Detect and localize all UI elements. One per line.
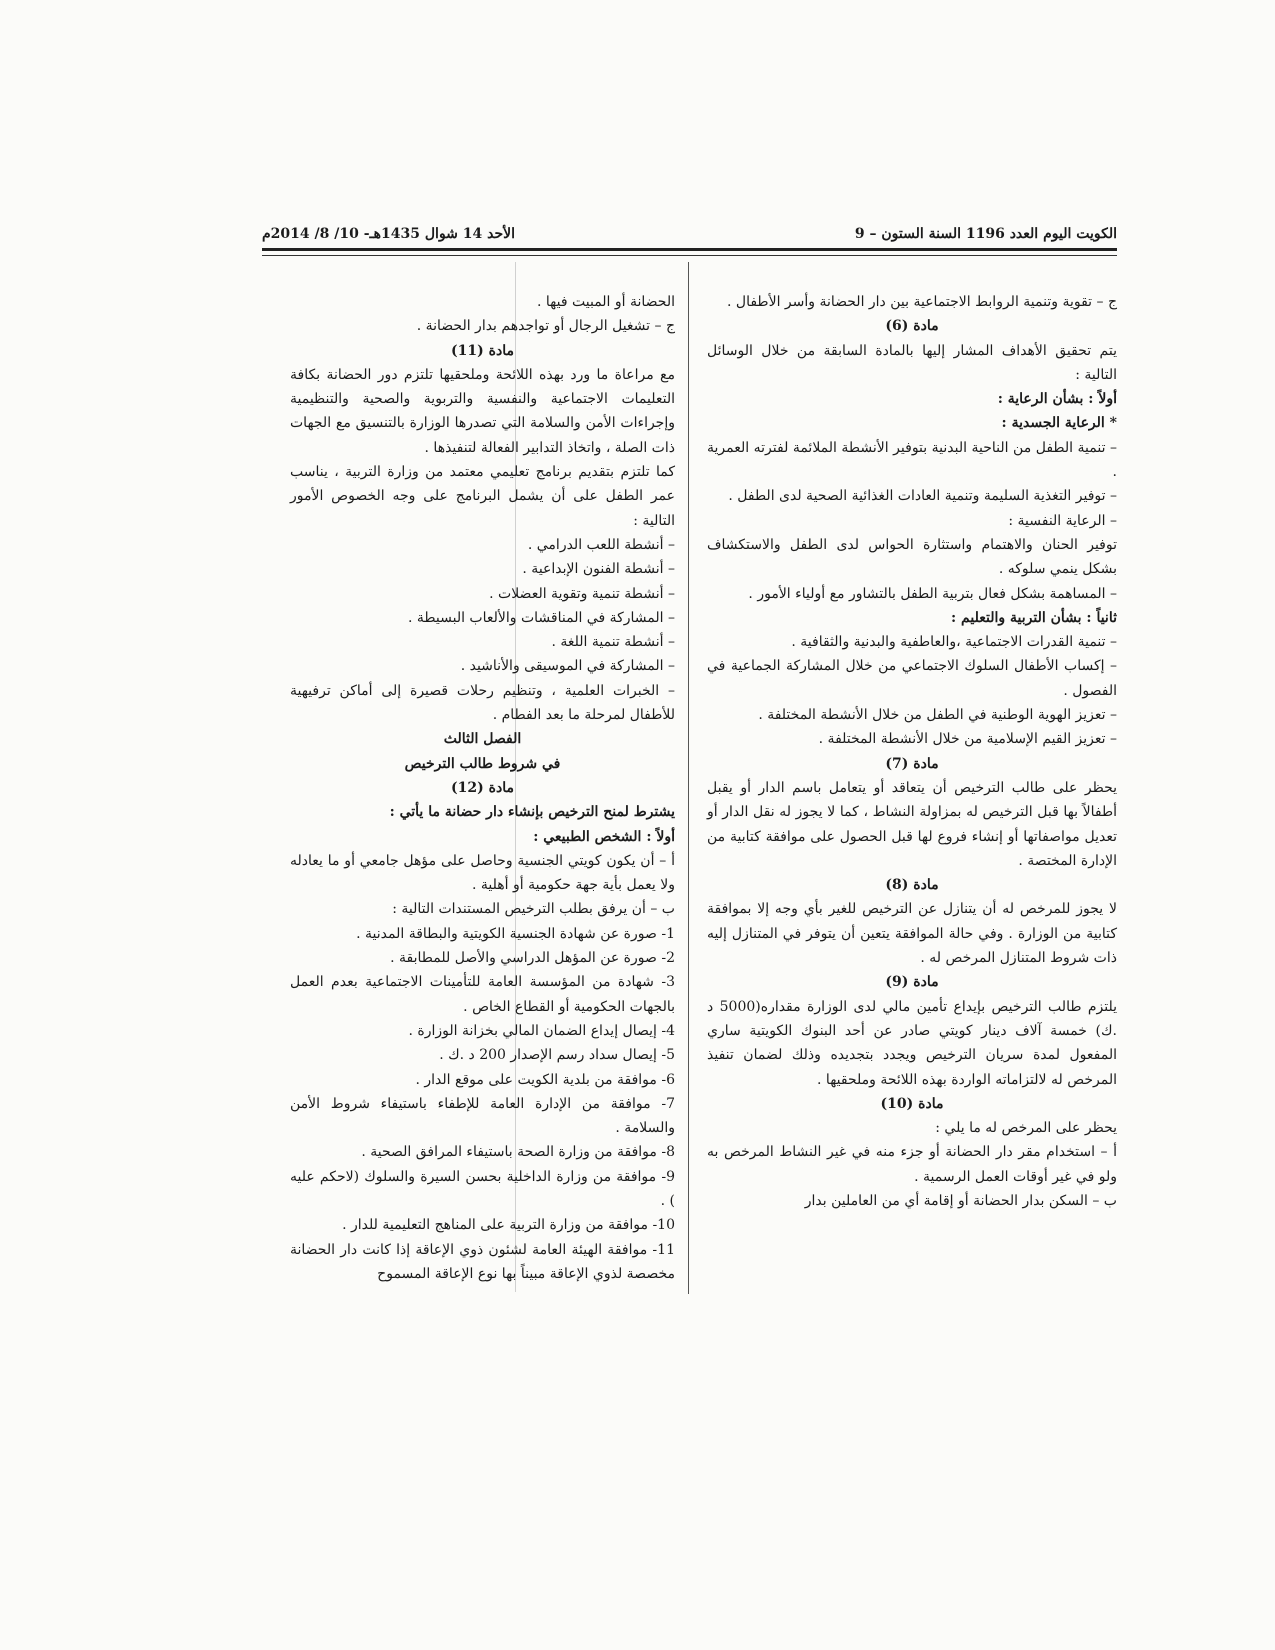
- paragraph: – المشاركة في المناقشات والألعاب البسيطة .: [408, 609, 675, 626]
- paragraph: 6- موافقة من بلدية الكويت على موقع الدار .: [415, 1071, 675, 1088]
- header-rule-thin: [262, 255, 1117, 256]
- right-column: [707, 290, 1117, 1213]
- paragraph: – أنشطة تنمية وتقوية العضلات .: [489, 585, 675, 602]
- paragraph: لا يجوز للمرخص له أن يتنازل عن الترخيص للغير بأي وجه إلا بموافقة كتابية من الوزارة . وفي حالة الموافقة يتعين أن يتوفر في المتنازل إليه ذات شروط المتنازل المرخص له .: [707, 901, 1117, 967]
- section-heading: مادة (9): [885, 974, 939, 991]
- section-heading: مادة (12): [451, 779, 514, 796]
- paragraph: – المشاركة في الموسيقى والأناشيد .: [460, 658, 675, 675]
- paragraph: 3- شهادة من المؤسسة العامة للتأمينات الاجتماعية بعدم العمل بالجهات الحكومية أو القطاع الخاص .: [290, 974, 675, 1015]
- paragraph: – أنشطة تنمية اللغة .: [551, 634, 675, 651]
- column-divider: [688, 262, 689, 1294]
- section-heading: في شروط طالب الترخيص: [404, 755, 561, 772]
- section-heading: مادة (11): [451, 342, 514, 359]
- paragraph: – أنشطة اللعب الدرامي .: [527, 536, 675, 553]
- section-heading: مادة (10): [880, 1095, 944, 1112]
- left-column: [290, 290, 675, 1286]
- paragraph: يتم تحقيق الأهداف المشار إليها بالمادة السابقة من خلال الوسائل التالية :: [707, 342, 1117, 383]
- paragraph: – تعزيز القيم الإسلامية من خلال الأنشطة المختلفة .: [818, 731, 1117, 748]
- paragraph: كما تلتزم بتقديم برنامج تعليمي معتمد من وزارة التربية ، يناسب عمر الطفل على أن يشمل البرنامج على وجه الخصوص الأمور التالية :: [290, 464, 675, 529]
- paragraph: ج – تشغيل الرجال أو تواجدهم بدار الحضانة .: [416, 318, 675, 335]
- bold-heading: يشترط لمنح الترخيص بإنشاء دار حضانة ما يأتي :: [389, 804, 675, 821]
- paragraph: – توفير التغذية السليمة وتنمية العادات الغذائية الصحية لدى الطفل .: [728, 488, 1117, 505]
- header-date: الأحد 14 شوال 1435هـ- 10/ 8/ 2014م: [262, 226, 516, 242]
- paragraph: – تنمية القدرات الاجتماعية ،والعاطفية والبدنية والثقافية .: [791, 634, 1117, 651]
- paragraph: 4- إيصال إيداع الضمان المالي بخزانة الوزارة .: [408, 1022, 675, 1039]
- paragraph: – الرعاية النفسية :: [1008, 512, 1117, 529]
- paragraph: – تنمية الطفل من الناحية البدنية بتوفير الأنشطة الملائمة لفترته العمرية .: [707, 439, 1117, 481]
- paragraph: 5- إيصال سداد رسم الإصدار 200 د .ك .: [439, 1047, 675, 1064]
- paragraph: 8- موافقة من وزارة الصحة باستيفاء المرافق الصحية .: [361, 1144, 675, 1161]
- paragraph: أ – أن يكون كويتي الجنسية وحاصل على مؤهل جامعي أو ما يعادله ولا يعمل بأية جهة حكومية أو أهلية .: [290, 852, 675, 894]
- bold-heading: أولاً : بشأن الرعاية :: [997, 391, 1117, 408]
- bold-heading: * الرعاية الجسدية :: [1001, 415, 1117, 432]
- paragraph: – المساهمة بشكل فعال بتربية الطفل بالتشاور مع أولياء الأمور .: [748, 585, 1117, 602]
- paragraph: يحظر على طالب الترخيص أن يتعاقد أو يتعامل باسم الدار أو يقبل أطفالاً بها قبل الترخيص له بمزاولة النشاط ، كما لا يجوز له نقل الدار أو تعديل مواصفاتها أو إنشاء فروع لها قبل الحصول على موافقة كتابية من الإدارة المختصة .: [707, 779, 1117, 869]
- section-heading: الفصل الثالث: [443, 731, 522, 748]
- paragraph: 7- موافقة من الإدارة العامة للإطفاء باستيفاء شروط الأمن والسلامة .: [290, 1095, 675, 1137]
- paragraph: 10- موافقة من وزارة التربية على المناهج التعليمية للدار .: [342, 1217, 675, 1234]
- paragraph: مع مراعاة ما ورد بهذه اللائحة وملحقيها تلتزم دور الحضانة بكافة التعليمات الاجتماعية والنفسية والتربوية والصحية والتنظيمية وإجراءات الأمن والسلامة التي تصدرها الوزارة بالتنسيق مع الجهات ذات الصلة ، واتخاذ التدابير الفعالة لتنفيذها .: [290, 366, 675, 456]
- section-heading: مادة (8): [885, 877, 939, 894]
- paragraph: ج – تقوية وتنمية الروابط الاجتماعية بين دار الحضانة وأسر الأطفال .: [727, 294, 1117, 310]
- paragraph: الحضانة أو المبيت فيها .: [537, 294, 675, 310]
- paragraph: 11- موافقة الهيئة العامة لشئون ذوي الإعاقة إذا كانت دار الحضانة مخصصة لذوي الإعاقة مبيناً بها نوع الإعاقة المسموح: [290, 1241, 675, 1282]
- header-issue-info: الكويت اليوم العدد 1196 السنة الستون – 9: [854, 226, 1117, 242]
- paragraph: يلتزم طالب الترخيص بإيداع تأمين مالي لدى الوزارة مقداره(5000 د .ك) خمسة آلاف دينار كويتي صادر عن أحد البنوك الكويتية ساري المفعول لمدة سريان الترخيص ويجدد بتجديده وذلك لضمان تنفيذ المرخص له لالتزاماته الواردة بهذه اللائحة وملحقيها .: [707, 998, 1118, 1088]
- paragraph: 9- موافقة من وزارة الداخلية بحسن السيرة والسلوك (لاحكم عليه ) .: [290, 1168, 675, 1209]
- paragraph: – تعزيز الهوية الوطنية في الطفل من خلال الأنشطة المختلفة .: [758, 707, 1117, 724]
- bold-heading: ثانياً : بشأن التربية والتعليم :: [951, 609, 1117, 626]
- section-heading: مادة (7): [885, 755, 939, 772]
- paragraph: ب – السكن بدار الحضانة أو إقامة أي من العاملين بدار: [804, 1192, 1117, 1209]
- paragraph: ب – أن يرفق بطلب الترخيص المستندات التالية :: [392, 901, 675, 918]
- paragraph: – الخبرات العلمية ، وتنظيم رحلات قصيرة إلى أماكن ترفيهية للأطفال لمرحلة ما بعد الفطام .: [290, 682, 675, 724]
- section-heading: مادة (6): [885, 318, 939, 335]
- bold-heading: أولاً : الشخص الطبيعي :: [533, 828, 675, 845]
- paragraph: 2- صورة عن المؤهل الدراسي والأصل للمطابقة .: [390, 950, 675, 967]
- paragraph: – أنشطة الفنون الإبداعية .: [522, 561, 675, 578]
- header-rule-thick: [262, 248, 1117, 251]
- page-header: [262, 226, 1117, 244]
- paragraph: توفير الحنان والاهتمام واستثارة الحواس لدى الطفل والاستكشاف بشكل ينمي سلوكه .: [707, 536, 1117, 578]
- paragraph: – إكساب الأطفال السلوك الاجتماعي من خلال المشاركة الجماعية في الفصول .: [707, 658, 1117, 699]
- paragraph: 1- صورة عن شهادة الجنسية الكويتية والبطاقة المدنية .: [356, 925, 675, 942]
- paragraph: أ – استخدام مقر دار الحضانة أو جزء منه في غير النشاط المرخص به ولو في غير أوقات العمل الرسمية .: [707, 1144, 1117, 1185]
- paragraph: يحظر على المرخص له ما يلي :: [935, 1120, 1117, 1137]
